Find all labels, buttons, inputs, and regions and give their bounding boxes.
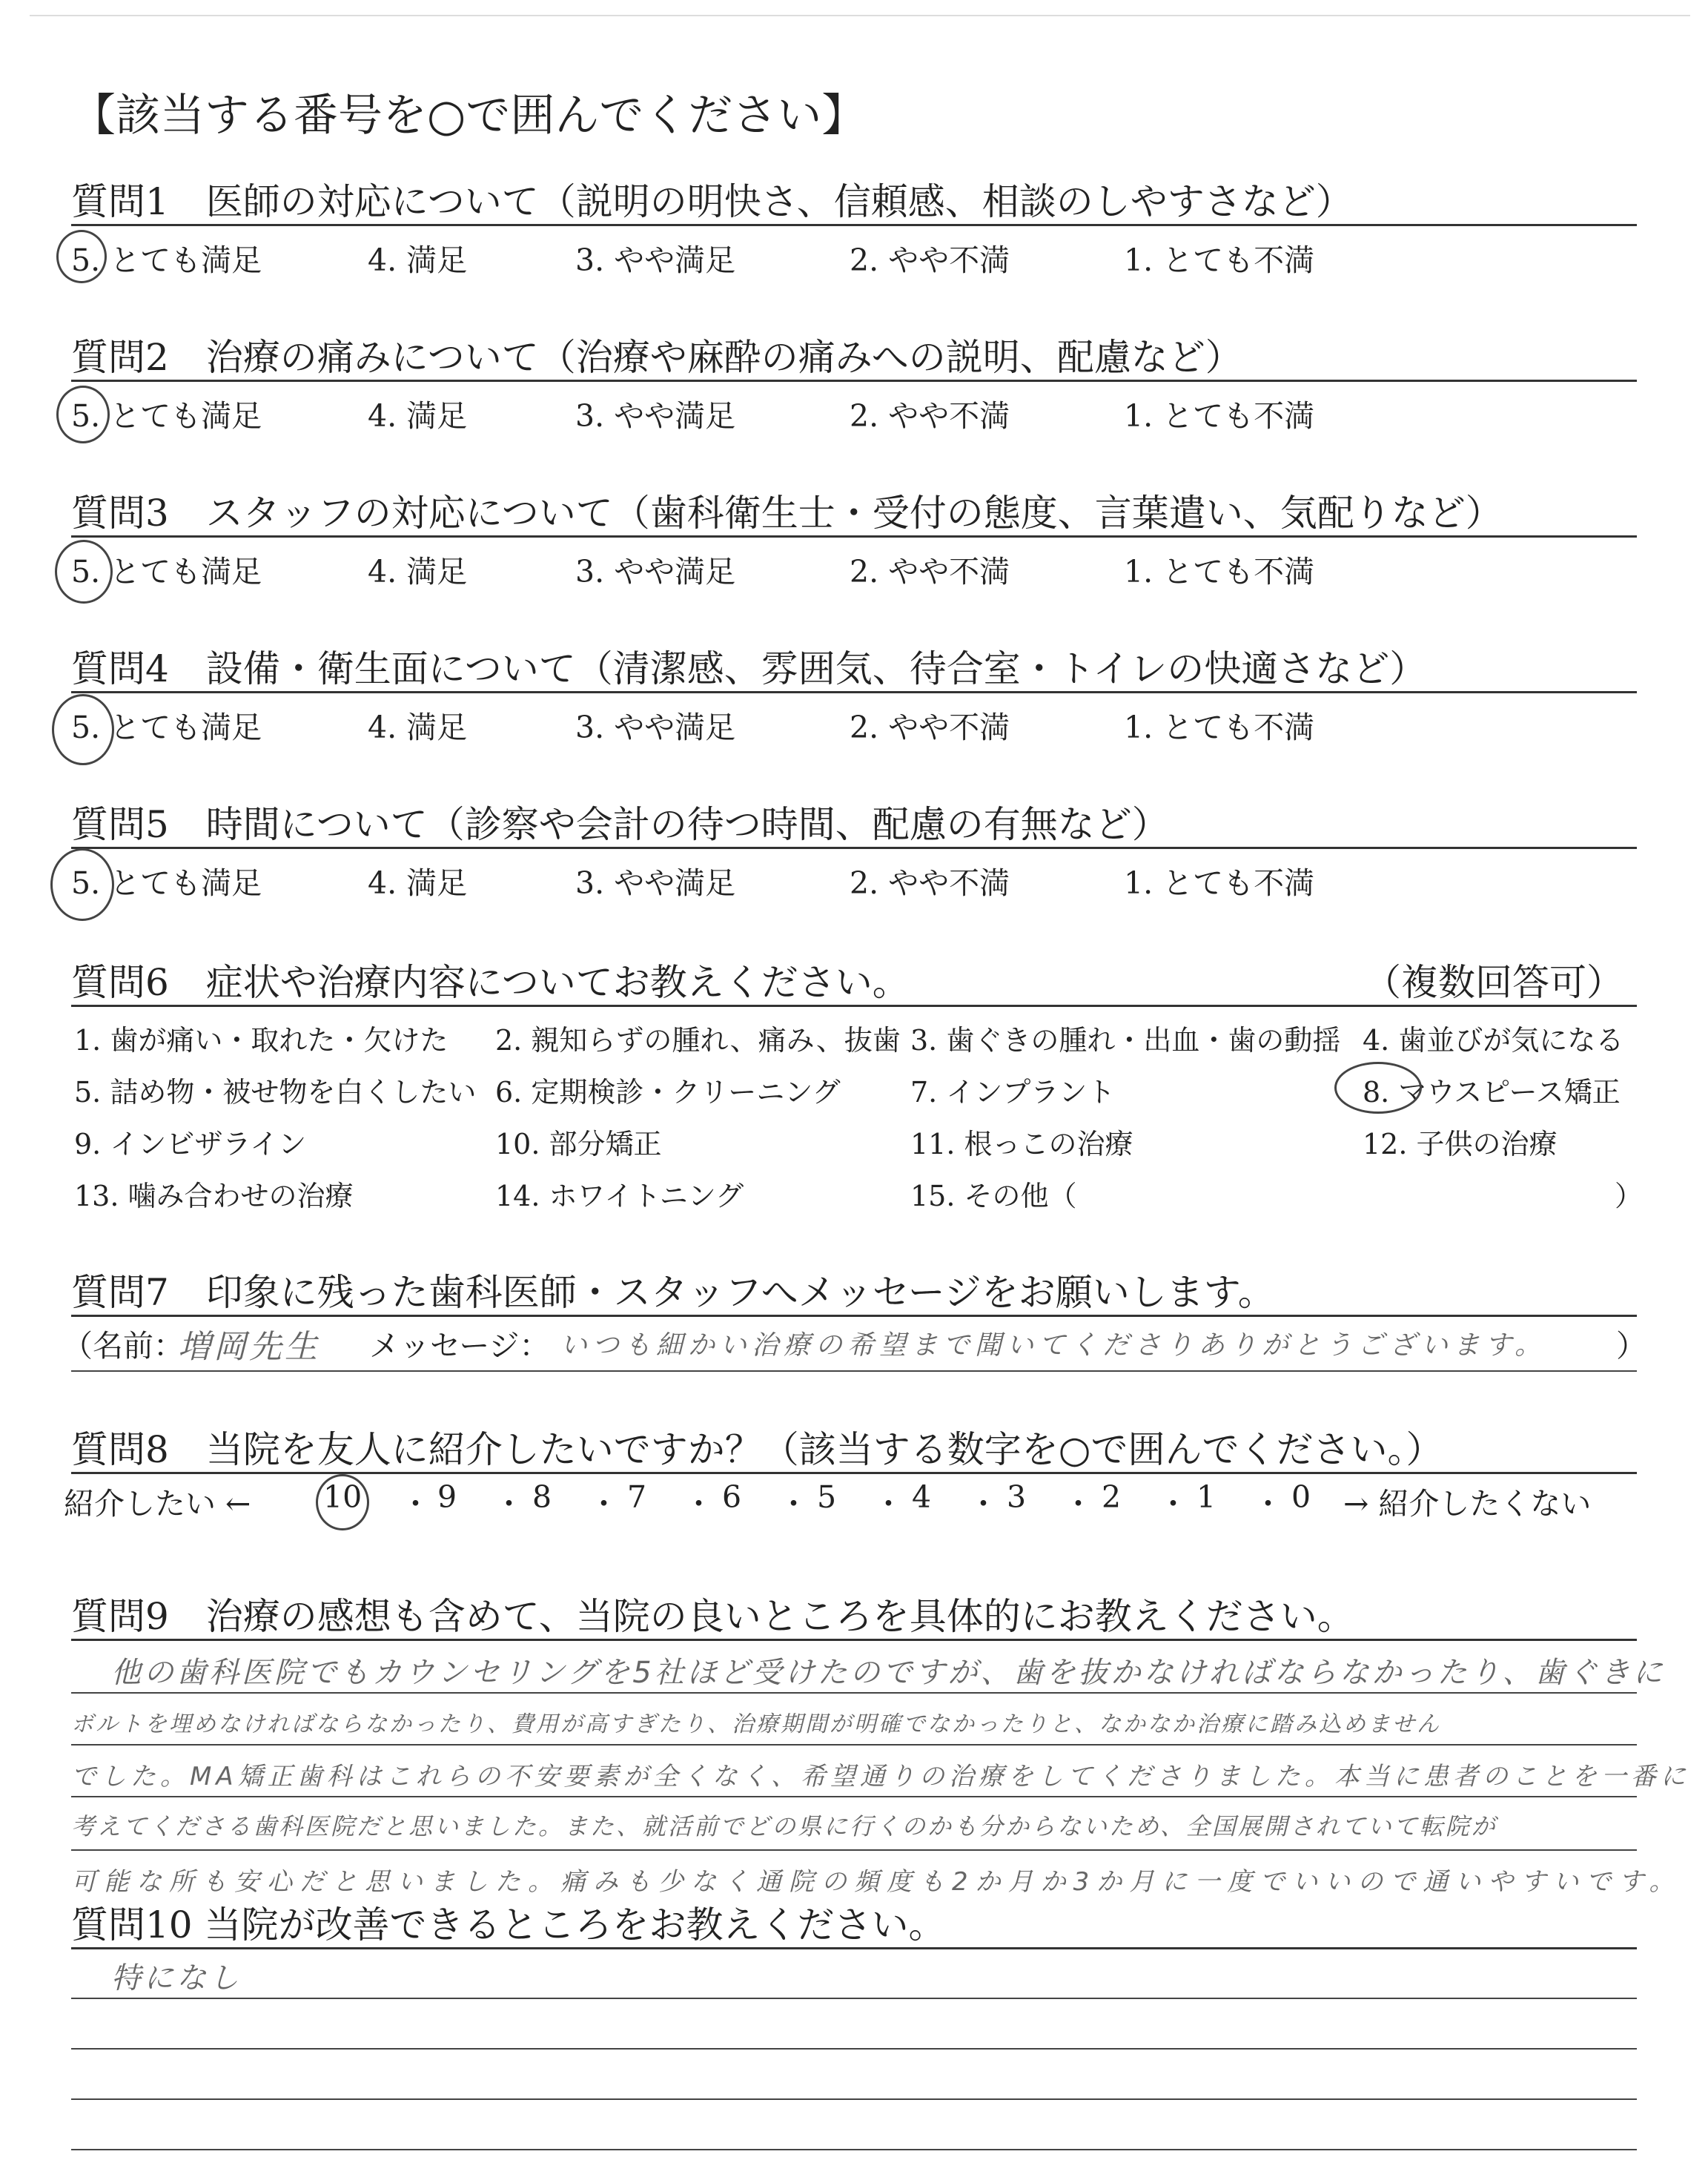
question-heading: 質問2 治療の痛みについて（治療や麻酔の痛みへの説明、配慮など）: [71, 336, 1242, 379]
option-4[interactable]: 4. 満足: [368, 554, 468, 589]
message-label: メッセージ：: [369, 1328, 550, 1364]
option-2[interactable]: 2. やや不満: [850, 398, 1010, 434]
symptom-item[interactable]: 12. 子供の治療: [1363, 1128, 1558, 1160]
option-1[interactable]: 1. とても不満: [1124, 710, 1315, 745]
option-2[interactable]: 2. やや不満: [850, 554, 1010, 589]
scan-edge: [30, 15, 1690, 16]
selection-circle: [1334, 1062, 1422, 1114]
scale-dot: ・: [683, 1486, 714, 1522]
option-3[interactable]: 3. やや満足: [575, 398, 736, 434]
scale-3[interactable]: 3: [1007, 1479, 1027, 1515]
question-heading: 質問10 当院が改善できるところをお教えください。: [71, 1903, 946, 1946]
option-5[interactable]: 5. とても満足: [71, 865, 262, 901]
question-heading: 質問4 設備・衛生面について（清潔感、雰囲気、待合室・トイレの快適さなど）: [71, 647, 1427, 690]
symptom-item[interactable]: 10. 部分矯正: [495, 1128, 662, 1160]
option-3[interactable]: 3. やや満足: [575, 242, 736, 278]
scale-7[interactable]: 7: [627, 1479, 647, 1515]
option-3[interactable]: 3. やや満足: [575, 865, 736, 901]
question-heading: 質問6 症状や治療内容についてお教えください。: [71, 961, 910, 1004]
question-heading: 質問3 スタッフの対応について（歯科衛生士・受付の態度、言葉遣い、気配りなど）: [71, 492, 1503, 535]
symptom-item[interactable]: 2. 親知らずの腫れ、痛み、抜歯: [495, 1024, 901, 1057]
option-2[interactable]: 2. やや不満: [850, 710, 1010, 745]
recommend-right-label: → 紹介したくない: [1343, 1486, 1592, 1522]
scale-9[interactable]: 9: [437, 1479, 457, 1515]
scale-4[interactable]: 4: [912, 1479, 932, 1515]
scale-10[interactable]: 10: [323, 1479, 363, 1515]
scale-6[interactable]: 6: [722, 1479, 742, 1515]
scale-8[interactable]: 8: [532, 1479, 552, 1515]
option-1[interactable]: 1. とても不満: [1124, 398, 1315, 434]
symptom-item[interactable]: 5. 詰め物・被せ物を白くしたい: [74, 1076, 477, 1109]
question-heading: 質問8 当院を友人に紹介したいですか？（該当する数字を○で囲んでください。）: [71, 1428, 1443, 1471]
selection-circle: [56, 386, 110, 443]
option-1[interactable]: 1. とても不満: [1124, 242, 1315, 278]
scale-dot: ・: [589, 1486, 619, 1522]
option-2[interactable]: 2. やや不満: [850, 865, 1010, 901]
scale-1[interactable]: 1: [1196, 1479, 1217, 1515]
question-heading: 質問1 医師の対応について（説明の明快さ、信頼感、相談のしやすさなど）: [71, 180, 1353, 223]
option-5[interactable]: 5. とても満足: [71, 242, 262, 278]
selection-circle: [50, 848, 114, 921]
other-close-paren: ）: [1615, 1180, 1644, 1212]
scale-dot: ・: [400, 1486, 431, 1522]
multiple-answer-note: （複数回答可）: [1364, 961, 1623, 1004]
option-4[interactable]: 4. 満足: [368, 865, 468, 901]
message-value[interactable]: いつも細かい治療の希望まで聞いてくださりありがとうございます。: [560, 1330, 1547, 1361]
option-4[interactable]: 4. 満足: [368, 710, 468, 745]
question-heading: 質問7 印象に残った歯科医師・スタッフへメッセージをお願いします。: [71, 1271, 1275, 1314]
scale-dot: ・: [1158, 1486, 1188, 1522]
symptom-item[interactable]: 14. ホワイトニング: [495, 1180, 744, 1212]
selection-circle: [56, 230, 107, 283]
symptom-item[interactable]: 13. 噛み合わせの治療: [74, 1180, 354, 1212]
symptom-item[interactable]: 3. 歯ぐきの腫れ・出血・歯の動揺: [910, 1024, 1341, 1057]
page-title: 【該当する番号を○で囲んでください】: [71, 90, 867, 142]
question-heading: 質問5 時間について（診察や会計の待つ時間、配慮の有無など）: [71, 803, 1169, 846]
name-label: （名前：: [62, 1328, 184, 1364]
scale-5[interactable]: 5: [817, 1479, 837, 1515]
answer-line[interactable]: 他の歯科医院でもカウンセリングを5社ほど受けたのですが、歯を抜かなければならなかったり、歯ぐきに: [111, 1656, 1666, 1690]
scale-2[interactable]: 2: [1102, 1479, 1122, 1515]
symptom-item[interactable]: 6. 定期検診・クリーニング: [495, 1076, 841, 1109]
symptom-item[interactable]: 7. インプラント: [910, 1076, 1116, 1109]
option-4[interactable]: 4. 満足: [368, 398, 468, 434]
symptom-item[interactable]: 1. 歯が痛い・取れた・欠けた: [74, 1024, 448, 1057]
question-heading: 質問9 治療の感想も含めて、当院の良いところを具体的にお教えください。: [71, 1595, 1354, 1638]
answer-line[interactable]: 特になし: [111, 1961, 242, 1995]
answer-line[interactable]: でした。MA矯正歯科はこれらの不安要素が全くなく、希望通りの治療をしてくださりました。本当に患者のことを一番に: [71, 1762, 1690, 1791]
selection-circle: [52, 694, 114, 765]
option-5[interactable]: 5. とても満足: [71, 398, 262, 434]
option-5[interactable]: 5. とても満足: [71, 554, 262, 589]
recommend-left-label: 紹介したい ←: [64, 1486, 251, 1522]
scale-dot: ・: [873, 1486, 904, 1522]
symptom-item[interactable]: 15. その他（: [910, 1180, 1077, 1212]
option-3[interactable]: 3. やや満足: [575, 554, 736, 589]
selection-circle: [55, 540, 113, 604]
scale-dot: ・: [778, 1486, 809, 1522]
symptom-item[interactable]: 9. インビザライン: [74, 1128, 307, 1160]
scale-dot: ・: [968, 1486, 999, 1522]
selection-circle: [316, 1474, 369, 1530]
symptom-item[interactable]: 4. 歯並びが気になる: [1363, 1024, 1624, 1057]
message-close-paren: ）: [1616, 1328, 1646, 1364]
symptom-item[interactable]: 8. マウスピース矯正: [1363, 1076, 1621, 1109]
scale-dot: ・: [494, 1486, 524, 1522]
scale-dot: ・: [1253, 1486, 1283, 1522]
symptom-item[interactable]: 11. 根っこの治療: [910, 1128, 1133, 1160]
answer-line[interactable]: 考えてくださる歯科医院だと思いました。また、就活前でどの県に行くのかも分からないため、全国展開されていて転院が: [71, 1812, 1497, 1840]
answer-line[interactable]: 可能な所も安心だと思いました。痛みも少なく通院の頻度も2か月か3か月に一度でいいので通いやすいです。: [71, 1867, 1682, 1897]
option-5[interactable]: 5. とても満足: [71, 710, 262, 745]
option-2[interactable]: 2. やや不満: [850, 242, 1010, 278]
option-4[interactable]: 4. 満足: [368, 242, 468, 278]
answer-line[interactable]: ボルトを埋めなければならなかったり、費用が高すぎたり、治療期間が明確でなかったりと、なかなか治療に踏み込めません: [71, 1711, 1441, 1737]
option-3[interactable]: 3. やや満足: [575, 710, 736, 745]
scale-0[interactable]: 0: [1291, 1479, 1311, 1515]
name-value[interactable]: 増岡先生: [178, 1328, 320, 1366]
option-1[interactable]: 1. とても不満: [1124, 865, 1315, 901]
scale-dot: ・: [1063, 1486, 1093, 1522]
option-1[interactable]: 1. とても不満: [1124, 554, 1315, 589]
